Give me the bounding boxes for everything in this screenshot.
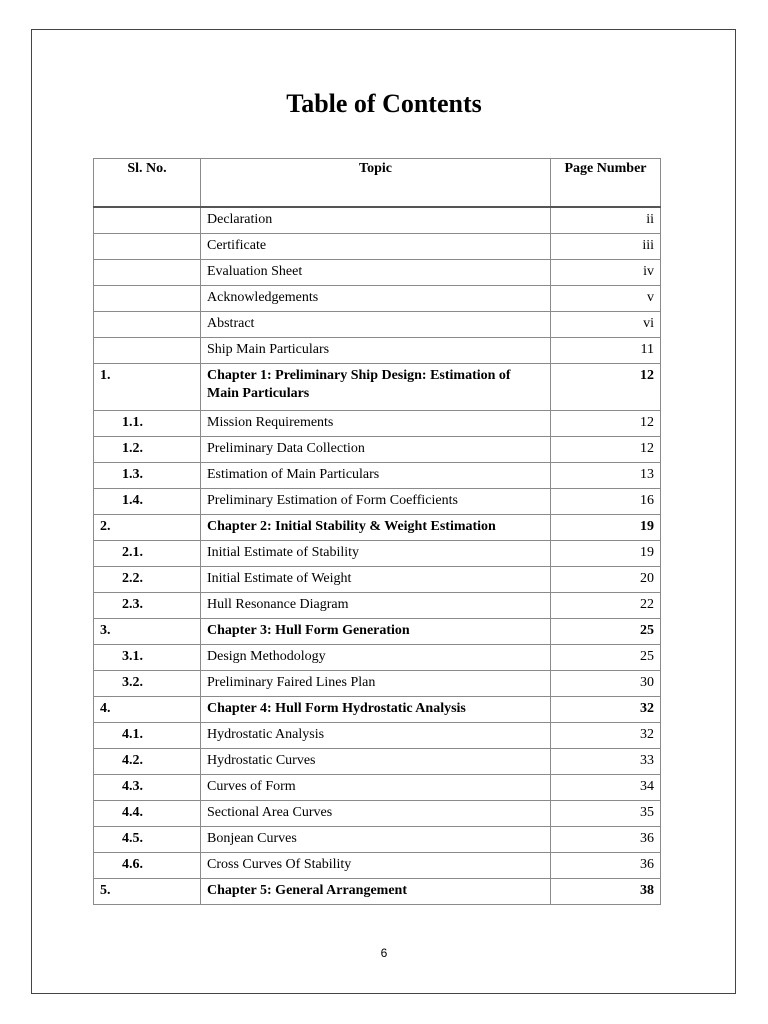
row-page: 16 [551,488,661,514]
toc-row [94,540,661,566]
row-page: 13 [551,462,661,488]
row-page: 36 [551,852,661,878]
row-sl: 1.3. [94,462,201,488]
row-page: 12 [551,410,661,436]
toc-row [94,259,661,285]
row-topic: Bonjean Curves [201,826,551,852]
row-topic: Acknowledgements [201,285,551,311]
row-page: ii [551,207,661,233]
row-sl [94,259,201,285]
toc-row [94,774,661,800]
row-topic: Hydrostatic Analysis [201,722,551,748]
header-sl-no: Sl. No. [94,159,201,208]
row-page: vi [551,311,661,337]
row-sl: 2. [94,514,201,540]
row-topic: Preliminary Data Collection [201,436,551,462]
row-page: 35 [551,800,661,826]
row-topic: Ship Main Particulars [201,337,551,363]
row-sl: 4. [94,696,201,722]
row-page: 32 [551,722,661,748]
row-topic: Chapter 2: Initial Stability & Weight Estimation [201,514,551,540]
row-topic: Initial Estimate of Stability [201,540,551,566]
toc-row [94,566,661,592]
row-page: v [551,285,661,311]
row-page: 33 [551,748,661,774]
row-topic: Sectional Area Curves [201,800,551,826]
row-page: 11 [551,337,661,363]
header-topic: Topic [201,159,551,208]
row-topic: Preliminary Estimation of Form Coefficients [201,488,551,514]
row-page: iv [551,259,661,285]
row-page: 20 [551,566,661,592]
row-sl: 2.3. [94,592,201,618]
toc-row [94,462,661,488]
row-topic: Chapter 5: General Arrangement [201,878,551,904]
row-page: 30 [551,670,661,696]
row-topic: Design Methodology [201,644,551,670]
row-sl: 3. [94,618,201,644]
toc-chapter-row [94,878,661,904]
toc-row [94,233,661,259]
row-page: 19 [551,540,661,566]
toc-row [94,800,661,826]
row-sl: 1.1. [94,410,201,436]
row-page: 19 [551,514,661,540]
row-sl: 4.4. [94,800,201,826]
row-page: 12 [551,436,661,462]
row-topic: Initial Estimate of Weight [201,566,551,592]
toc-row [94,592,661,618]
row-topic: Chapter 4: Hull Form Hydrostatic Analysis [201,696,551,722]
toc-chapter-row [94,618,661,644]
row-page: 38 [551,878,661,904]
toc-row [94,488,661,514]
row-topic: Hull Resonance Diagram [201,592,551,618]
row-page: 34 [551,774,661,800]
row-topic: Cross Curves Of Stability [201,852,551,878]
row-sl [94,233,201,259]
toc-row [94,644,661,670]
toc-row [94,826,661,852]
row-topic: Curves of Form [201,774,551,800]
toc-chapter-row [94,696,661,722]
row-topic: Preliminary Faired Lines Plan [201,670,551,696]
row-page: 25 [551,618,661,644]
row-topic: Hydrostatic Curves [201,748,551,774]
row-sl [94,337,201,363]
row-sl: 3.1. [94,644,201,670]
row-topic: Chapter 1: Preliminary Ship Design: Estimation of Main Particulars [201,363,551,410]
row-page: 36 [551,826,661,852]
row-sl: 4.3. [94,774,201,800]
row-sl [94,207,201,233]
page-title: Table of Contents [286,89,482,118]
row-sl: 4.5. [94,826,201,852]
toc-row [94,748,661,774]
row-sl: 1. [94,363,201,410]
toc-header-row [94,159,661,208]
row-sl [94,285,201,311]
toc-row [94,670,661,696]
toc-table [93,158,661,905]
toc-row [94,722,661,748]
toc-chapter-row [94,514,661,540]
row-sl: 4.6. [94,852,201,878]
row-page: 32 [551,696,661,722]
toc-row [94,436,661,462]
row-sl: 1.4. [94,488,201,514]
toc-chapter-row [94,363,661,410]
toc-row [94,285,661,311]
row-sl: 2.1. [94,540,201,566]
toc-row [94,410,661,436]
header-page-number: Page Number [551,159,661,208]
row-page: iii [551,233,661,259]
row-topic: Declaration [201,207,551,233]
row-sl: 4.1. [94,722,201,748]
row-topic: Chapter 3: Hull Form Generation [201,618,551,644]
row-topic: Evaluation Sheet [201,259,551,285]
row-sl: 3.2. [94,670,201,696]
row-sl: 1.2. [94,436,201,462]
row-topic: Mission Requirements [201,410,551,436]
row-sl: 2.2. [94,566,201,592]
row-page: 25 [551,644,661,670]
page-number: 6 [380,946,388,960]
row-sl [94,311,201,337]
toc-row [94,852,661,878]
row-page: 12 [551,363,661,410]
toc-row [94,311,661,337]
toc-row [94,337,661,363]
row-topic: Certificate [201,233,551,259]
row-sl: 4.2. [94,748,201,774]
row-topic: Estimation of Main Particulars [201,462,551,488]
toc-row [94,207,661,233]
row-page: 22 [551,592,661,618]
row-topic: Abstract [201,311,551,337]
row-sl: 5. [94,878,201,904]
